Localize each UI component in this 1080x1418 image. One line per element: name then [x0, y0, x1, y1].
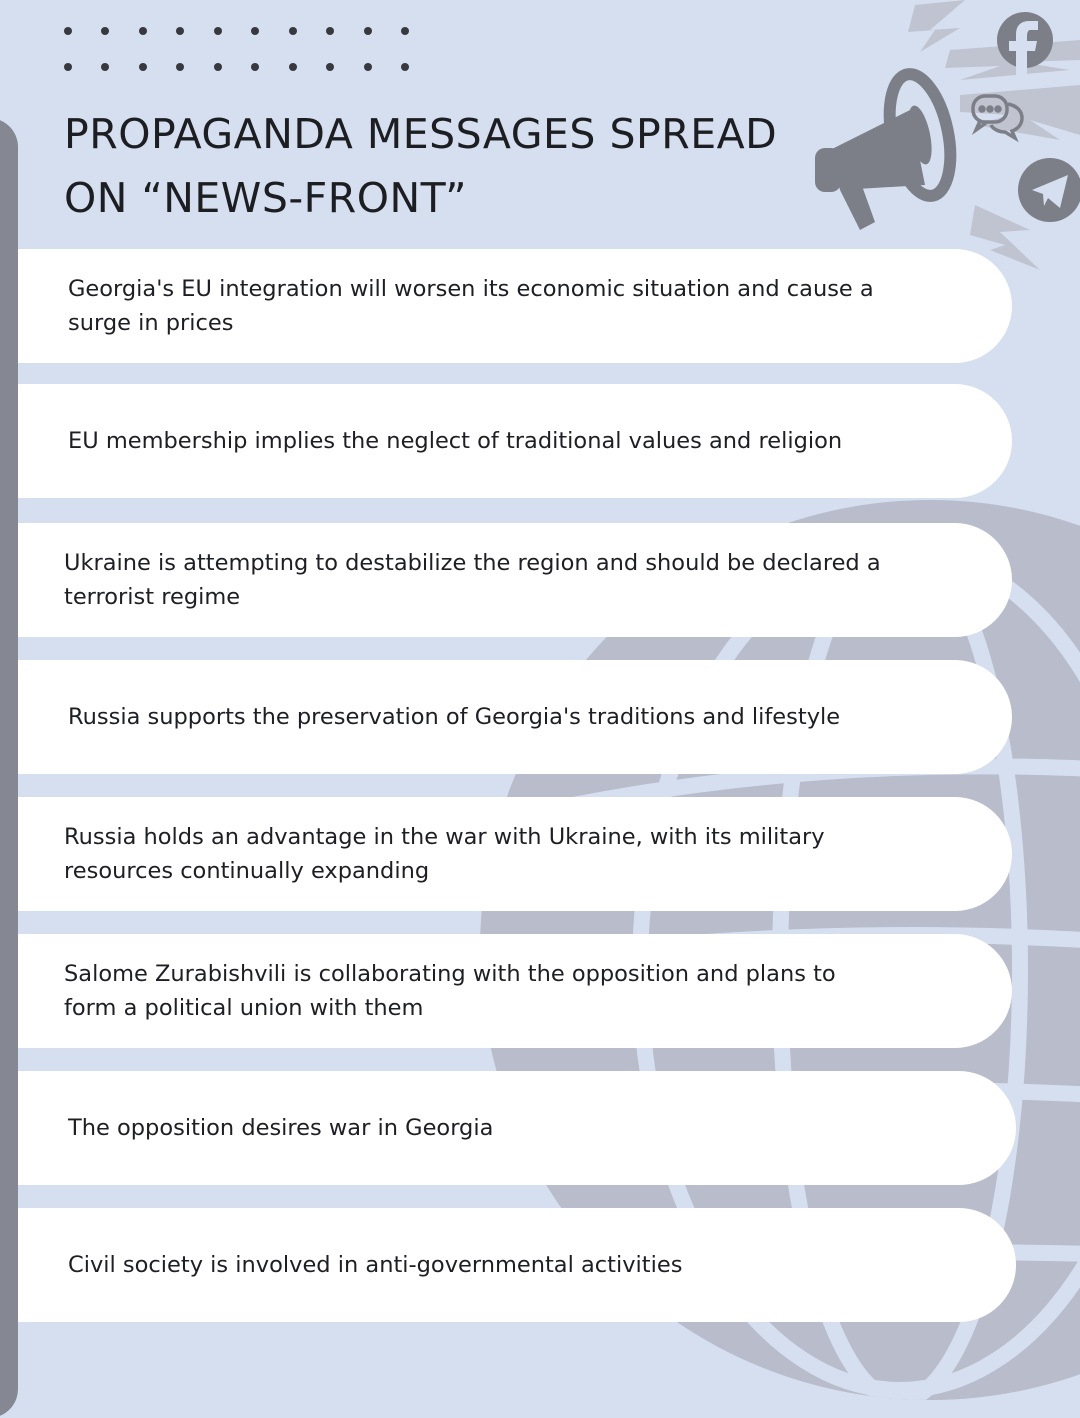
message-card [18, 249, 1012, 363]
message-text: Ukraine is attempting to destabilize the region and should be declared a terrorist regime [64, 550, 881, 610]
message-text: Salome Zurabishvili is collaborating with the opposition and plans to form a political union with them [64, 961, 836, 1021]
message-card [18, 660, 1012, 774]
message-card [18, 934, 1012, 1048]
message-text: Russia supports the preservation of Georgia's traditions and lifestyle [68, 704, 841, 730]
message-card [18, 384, 1012, 498]
message-card [18, 523, 1012, 637]
title-line-1: PROPAGANDA MESSAGES SPREAD [64, 110, 778, 158]
message-card [18, 1071, 1016, 1185]
message-text: Russia holds an advantage in the war with Ukraine, with its military resources continually expanding [64, 824, 825, 884]
message-text: Civil society is involved in anti-governmental activities [68, 1252, 683, 1278]
message-text: The opposition desires war in Georgia [68, 1115, 494, 1141]
message-card [18, 797, 1012, 911]
message-card [18, 1208, 1016, 1322]
message-text: EU membership implies the neglect of traditional values and religion [68, 428, 843, 454]
message-text: Georgia's EU integration will worsen its economic situation and cause a surge in prices [68, 276, 874, 336]
title-line-2: ON “NEWS-FRONT” [64, 174, 468, 222]
